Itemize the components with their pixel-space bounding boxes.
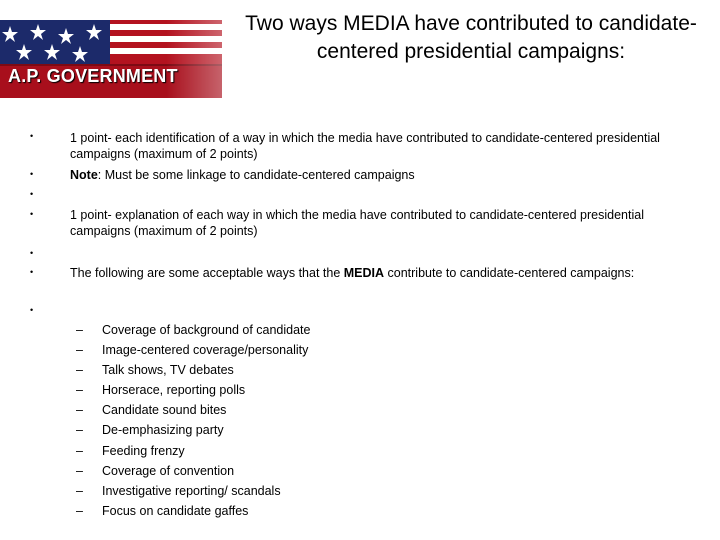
list-item-text: De-emphasizing party xyxy=(102,423,224,438)
note-text: : Must be some linkage to candidate-centered campaigns xyxy=(97,168,415,182)
intro-prefix: The following are some acceptable ways that the xyxy=(70,266,344,280)
acceptable-ways-list xyxy=(76,320,676,521)
dash-marker: – xyxy=(76,403,83,418)
acceptable-ways-intro xyxy=(70,265,690,281)
list-item-text: Coverage of convention xyxy=(102,463,235,478)
list-item xyxy=(76,461,676,481)
list-item-text: Horserace, reporting polls xyxy=(102,383,246,398)
rubric-note xyxy=(70,167,690,183)
rubric-point-identification: 1 point- each identification of a way in which the media have contributed to candidate-centered presidential campaigns (maximum of 2 points) xyxy=(70,131,660,161)
list-item-text: Coverage of background of candidate xyxy=(102,323,311,337)
dash-marker: – xyxy=(76,463,83,478)
bullet-marker: • xyxy=(30,131,34,141)
slide-title: Two ways MEDIA have contributed to candidate-centered presidential campaigns: xyxy=(245,12,697,63)
dash-marker: – xyxy=(76,383,83,398)
dash-marker: – xyxy=(76,483,83,498)
list-item xyxy=(76,340,676,360)
dash-marker: – xyxy=(76,363,83,378)
dash-marker: – xyxy=(76,423,83,438)
bullet-marker: • xyxy=(30,209,34,219)
bullet-marker: • xyxy=(30,169,34,179)
list-item xyxy=(76,320,676,340)
list-item xyxy=(76,441,676,461)
list-item xyxy=(76,380,676,400)
list-item xyxy=(76,501,676,521)
list-item xyxy=(76,420,676,440)
intro-keyword: MEDIA xyxy=(343,266,385,280)
bullet-marker: • xyxy=(30,305,34,315)
rubric-point-explanation: 1 point- explanation of each way in which the media have contributed to candidate-centered presidential campaigns (maximum of 2 points) xyxy=(70,208,644,238)
list-item-text: Talk shows, TV debates xyxy=(102,363,234,378)
list-item-text: Focus on candidate gaffes xyxy=(102,503,249,518)
bullet-marker: • xyxy=(30,267,34,277)
bullet-marker: • xyxy=(30,248,34,258)
list-item xyxy=(76,481,676,501)
bullet-marker: • xyxy=(30,189,34,199)
list-item-text: Image-centered coverage/personality xyxy=(102,343,309,358)
list-item xyxy=(76,400,676,420)
dash-marker: – xyxy=(76,323,83,337)
list-item-text: Feeding frenzy xyxy=(102,443,185,458)
dash-marker: – xyxy=(76,443,83,458)
dash-marker: – xyxy=(76,343,83,358)
note-label: Note xyxy=(70,168,98,182)
list-item-text: Investigative reporting/ scandals xyxy=(102,483,281,498)
dash-marker: – xyxy=(76,503,83,518)
banner-title: A.P. GOVERNMENT xyxy=(8,66,178,86)
list-item-text: Candidate sound bites xyxy=(102,403,227,418)
list-item xyxy=(76,360,676,380)
intro-suffix: contribute to candidate-centered campaigns: xyxy=(384,266,635,280)
